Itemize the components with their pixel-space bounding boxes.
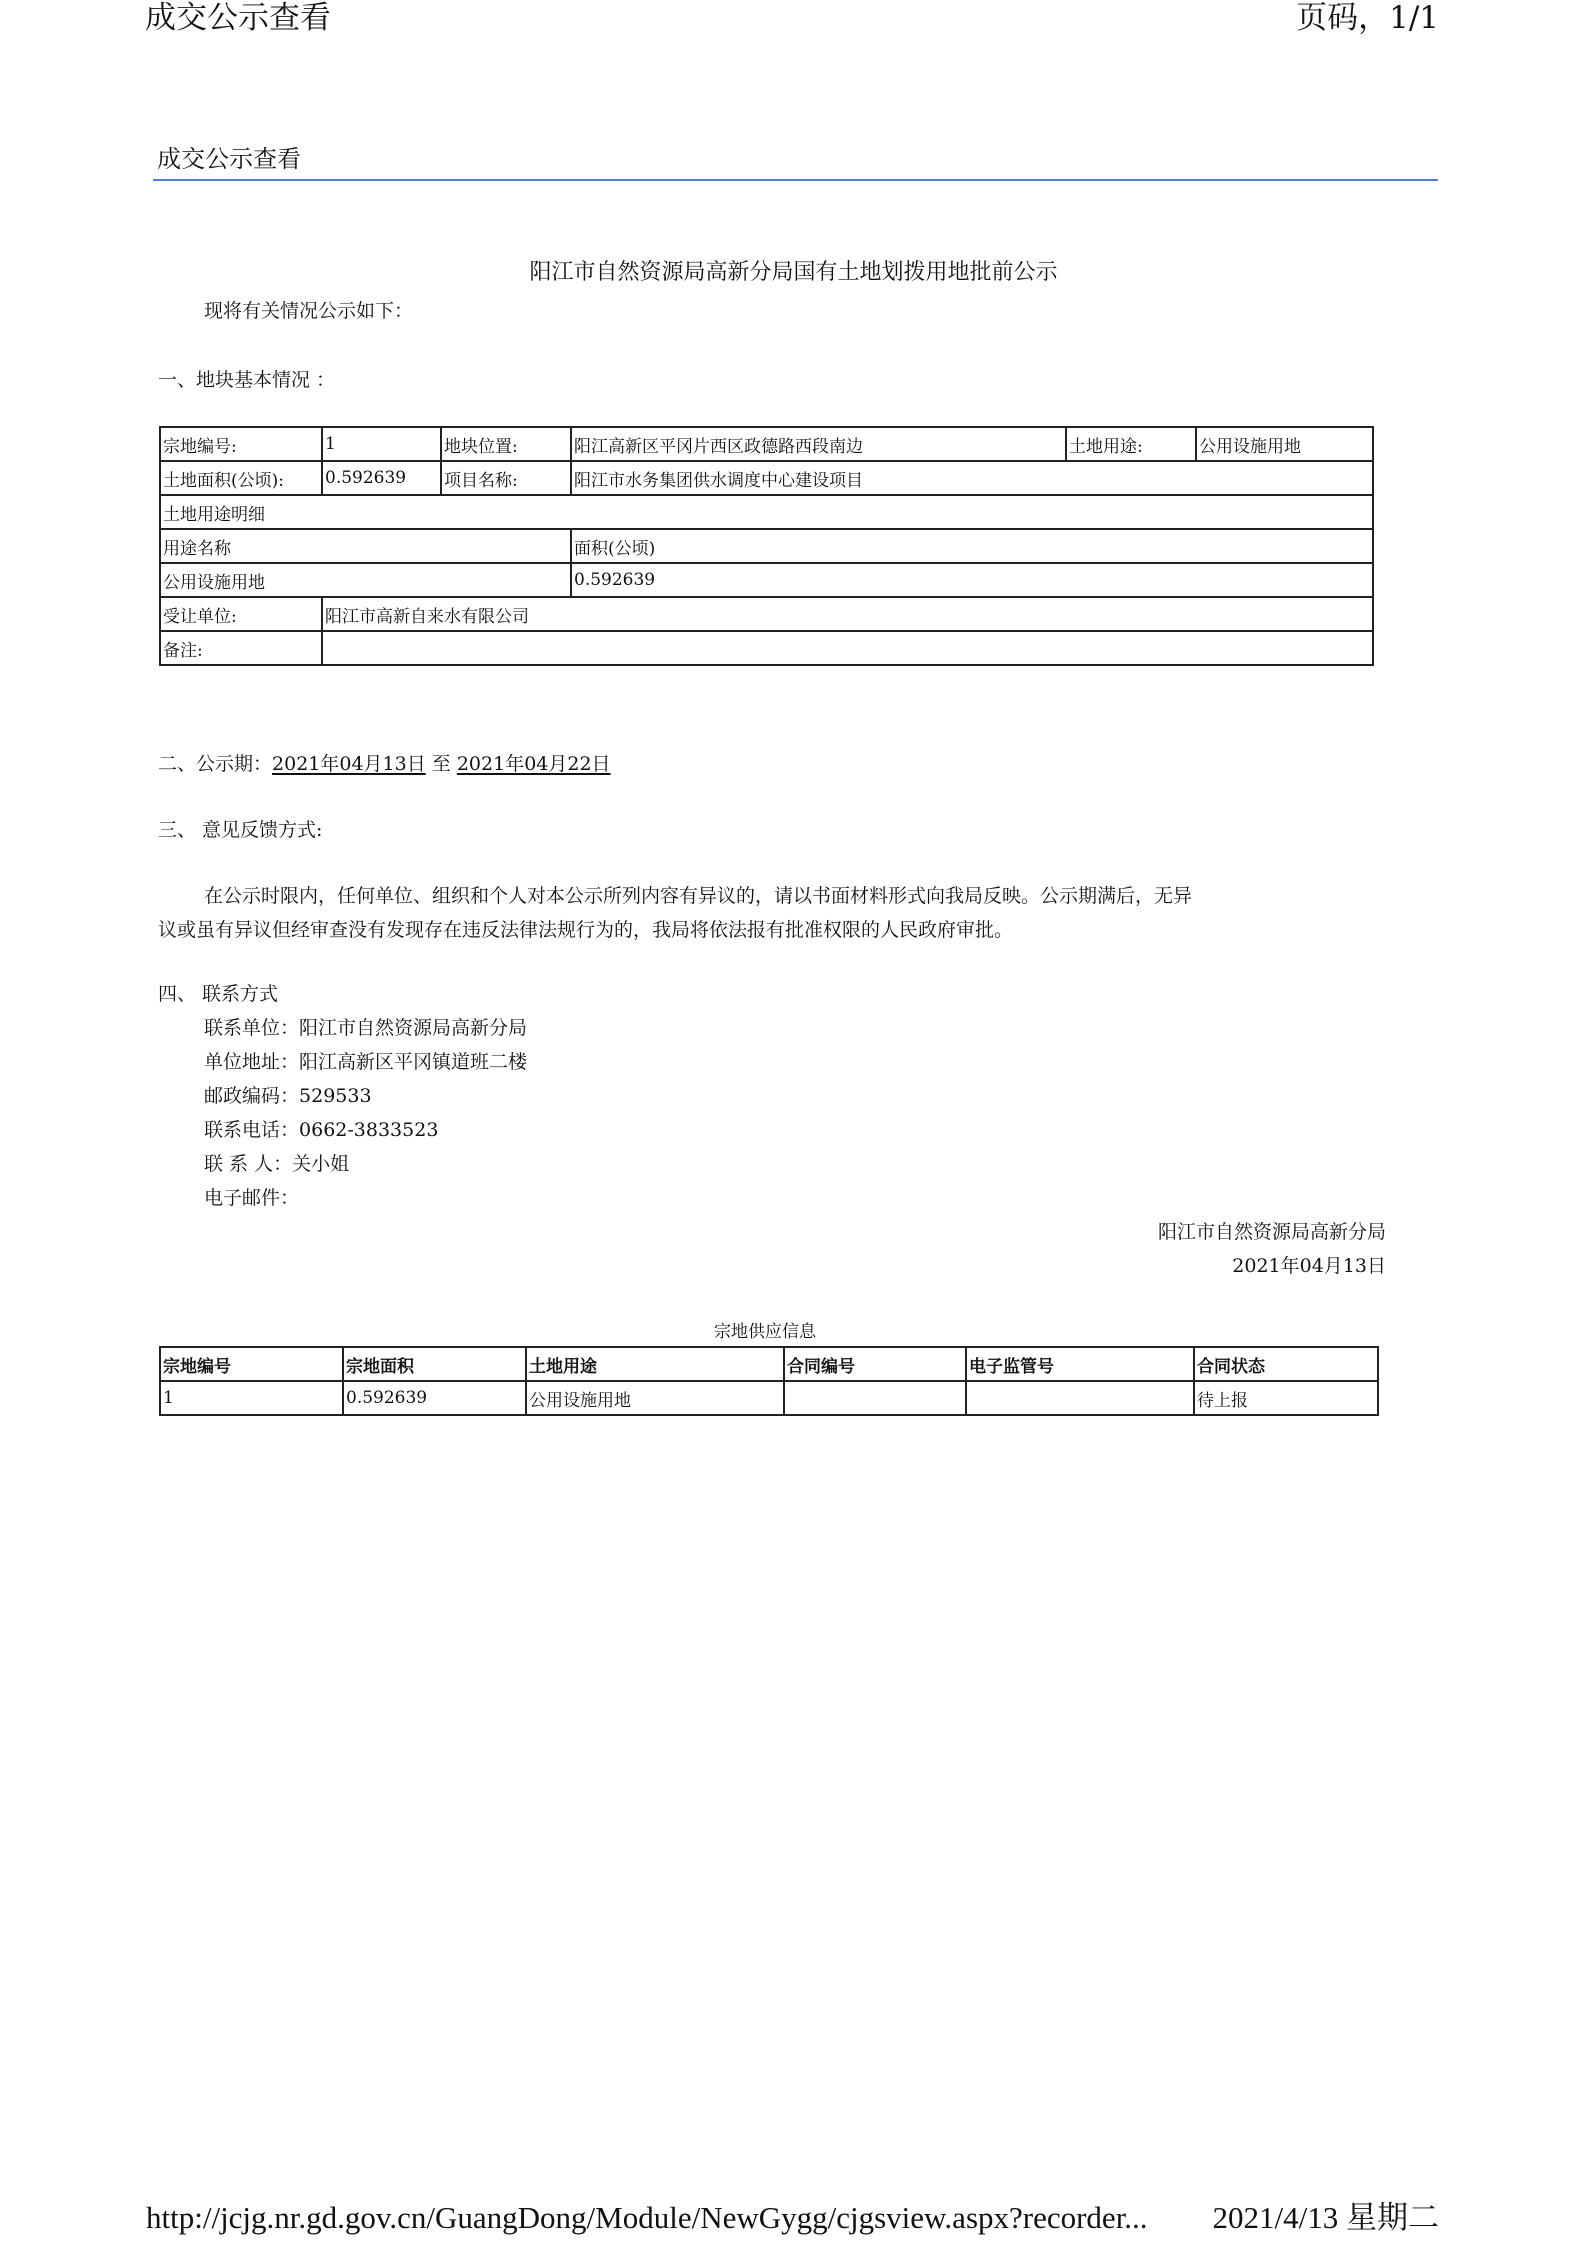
table-row (160, 529, 1373, 563)
contact-address (204, 1049, 527, 1075)
location-label: 地块位置: (441, 427, 571, 461)
cell-parcel-area: 0.592639 (343, 1381, 526, 1415)
contact-label: 电子邮件： (204, 1187, 300, 1209)
page-header-title: 成交公示查看 (145, 0, 331, 36)
table-row (160, 597, 1373, 631)
contact-value: 0662-3833523 (299, 1119, 439, 1141)
col-header-parcel-no: 宗地编号 (160, 1347, 343, 1381)
cell-land-use: 公用设施用地 (526, 1381, 784, 1415)
parcel-no-label: 宗地编号: (160, 427, 322, 461)
project-label: 项目名称: (441, 461, 571, 495)
feedback-body-line1: 在公示时限内，任何单位、组织和个人对本公示所列内容有异议的，请以书面材料形式向我局反映。公示期满后，无异 (204, 885, 1193, 907)
use-area-value: 0.592639 (571, 563, 1373, 597)
contact-email (204, 1185, 299, 1211)
contact-label: 联 系 人： (204, 1153, 293, 1175)
section1-heading: 一、地块基本情况 ： (158, 369, 336, 391)
area-value: 0.592639 (322, 461, 441, 495)
supply-info-table (159, 1346, 1379, 1416)
use-name-value: 公用设施用地 (160, 563, 571, 597)
period-start-date: 2021年04月13日 (272, 753, 426, 775)
contact-person (204, 1151, 349, 1177)
contact-label: 单位地址： (204, 1051, 300, 1073)
contact-value: 阳江高新区平冈镇道班二楼 (299, 1051, 528, 1073)
contact-label: 联系电话： (204, 1119, 300, 1141)
contact-value: 529533 (299, 1085, 372, 1107)
remarks-value (322, 631, 1373, 665)
supply-info-caption: 宗地供应信息 (714, 1322, 816, 1342)
col-header-contract-status: 合同状态 (1194, 1347, 1378, 1381)
section-title: 成交公示查看 (157, 145, 301, 173)
use-area-header: 面积(公顷) (571, 529, 1373, 563)
signature-date: 2021年04月13日 (1232, 1255, 1386, 1277)
footer-date: 2021/4/13 星期二 (1212, 2200, 1439, 2235)
section3-heading: 三、 意见反馈方式: (158, 819, 323, 841)
col-header-contract-no: 合同编号 (784, 1347, 966, 1381)
grantee-value: 阳江市高新自来水有限公司 (322, 597, 1373, 631)
cell-e-supervision-no (966, 1381, 1194, 1415)
section4-heading: 四、 联系方式 (158, 983, 279, 1005)
parcel-info-table (159, 426, 1374, 666)
contact-value: 阳江市自然资源局高新分局 (299, 1017, 528, 1039)
period-end-date: 2021年04月22日 (456, 753, 611, 775)
contact-value: 关小姐 (292, 1153, 350, 1175)
contact-postcode (204, 1083, 372, 1109)
signature-org: 阳江市自然资源局高新分局 (1157, 1221, 1386, 1243)
parcel-no-value: 1 (322, 427, 441, 461)
publicity-period-label: 二、公示期： (158, 753, 273, 775)
title-divider (153, 179, 1438, 181)
col-header-parcel-area: 宗地面积 (343, 1347, 526, 1381)
footer-url: http://jcjg.nr.gd.gov.cn/GuangDong/Module/NewGygg/cjgsview.aspx?recorder... (146, 2200, 1148, 2235)
use-name-header: 用途名称 (160, 529, 571, 563)
period-to: 至 (431, 753, 451, 775)
contact-unit (204, 1015, 527, 1041)
page-number: 页码，1/1 (1296, 0, 1439, 36)
table-row (160, 427, 1373, 461)
contact-label: 邮政编码： (204, 1085, 300, 1107)
cell-contract-no (784, 1381, 966, 1415)
table-row (160, 461, 1373, 495)
use-detail-label: 土地用途明细 (160, 495, 1373, 529)
cell-parcel-no: 1 (160, 1381, 343, 1415)
location-value: 阳江高新区平冈片西区政德路西段南边 (571, 427, 1066, 461)
table-row (160, 631, 1373, 665)
col-header-land-use: 土地用途 (526, 1347, 784, 1381)
contact-phone (204, 1117, 438, 1143)
area-label: 土地面积(公顷): (160, 461, 322, 495)
col-header-e-supervision-no: 电子监管号 (966, 1347, 1194, 1381)
notice-intro: 现将有关情况公示如下： (204, 300, 414, 322)
feedback-body-line2: 议或虽有异议但经审查没有发现存在违反法律法规行为的，我局将依法报有批准权限的人民政府审批。 (158, 919, 1014, 941)
cell-contract-status: 待上报 (1194, 1381, 1378, 1415)
notice-title: 阳江市自然资源局高新分局国有土地划拨用地批前公示 (529, 260, 1058, 285)
table-row (160, 1381, 1378, 1415)
remarks-label: 备注: (160, 631, 322, 665)
contact-label: 联系单位： (204, 1017, 300, 1039)
land-use-value: 公用设施用地 (1196, 427, 1373, 461)
table-row (160, 563, 1373, 597)
publicity-period (158, 751, 611, 777)
table-row (160, 495, 1373, 529)
table-header-row (160, 1347, 1378, 1381)
project-value: 阳江市水务集团供水调度中心建设项目 (571, 461, 1373, 495)
grantee-label: 受让单位: (160, 597, 322, 631)
land-use-label: 土地用途: (1066, 427, 1196, 461)
